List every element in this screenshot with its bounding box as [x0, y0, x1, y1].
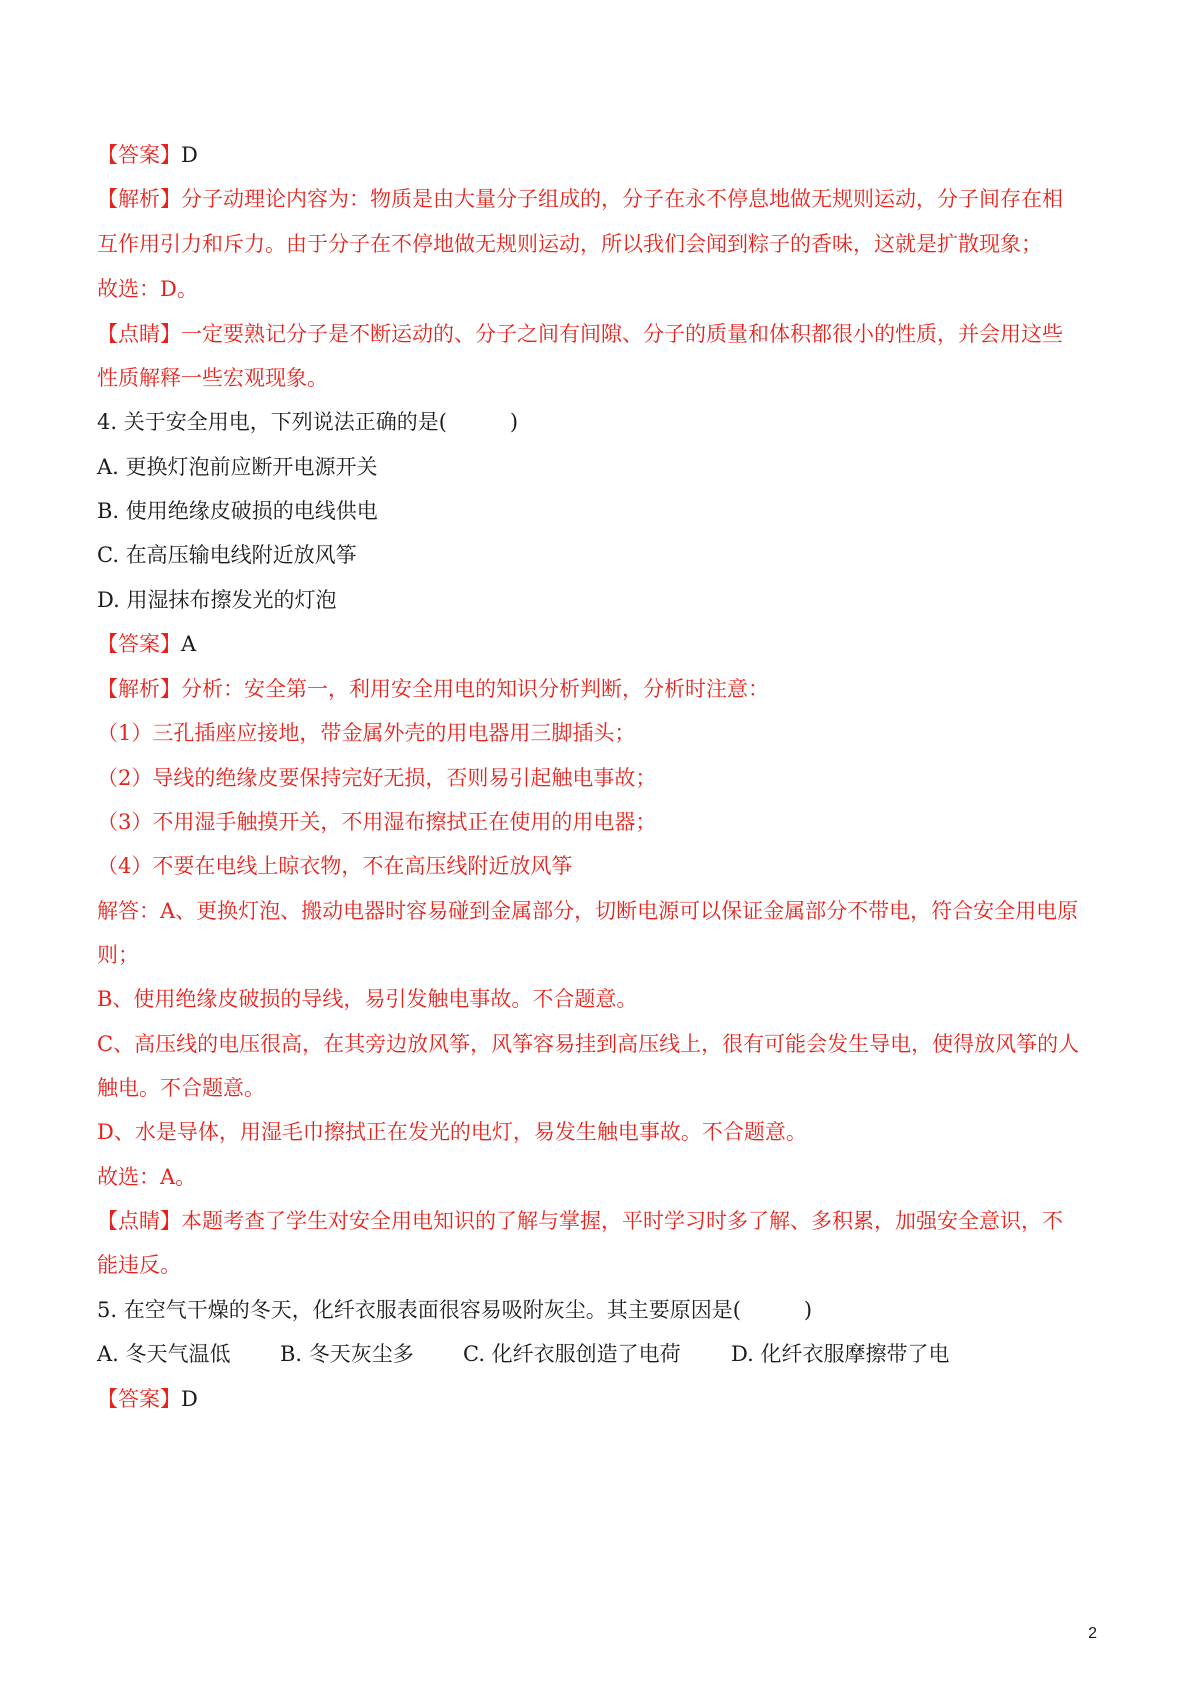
- question-4-option-a: A. 更换灯泡前应断开电源开关: [97, 455, 378, 479]
- tip-2-line-2: 能违反。: [97, 1253, 181, 1277]
- analysis-1-line-2: 互作用引力和斥力。由于分子在不停地做无规则运动，所以我们会闻到粽子的香味，这就是扩散现象；: [97, 232, 1042, 256]
- analysis-label: 【解析】: [97, 677, 181, 701]
- question-5-stem: 5. 在空气干燥的冬天，化纤衣服表面很容易吸附灰尘。其主要原因是( ): [97, 1298, 813, 1322]
- answer-1: [97, 141, 198, 169]
- solution-line-2: 则；: [97, 943, 139, 967]
- answer-value: D: [181, 1387, 198, 1411]
- tip-label: 【点睛】: [97, 322, 181, 346]
- tip-text: 本题考查了学生对安全用电知识的了解与掌握，平时学习时多了解、多积累，加强安全意识，不: [181, 1209, 1063, 1233]
- answer-label: 【答案】: [97, 143, 181, 167]
- analysis-2-point-1: （1）三孔插座应接地，带金属外壳的用电器用三脚插头；: [97, 721, 636, 745]
- answer-3: [97, 1385, 198, 1413]
- tip-text: 一定要熟记分子是不断运动的、分子之间有间隙、分子的质量和体积都很小的性质，并会用这些: [181, 322, 1063, 346]
- question-5-options: [97, 1340, 949, 1368]
- tip-2-line-1: [97, 1207, 1063, 1235]
- analysis-text: 分子动理论内容为：物质是由大量分子组成的，分子在永不停息地做无规则运动，分子间存在相: [181, 187, 1063, 211]
- answer-2: [97, 630, 196, 658]
- question-4-option-c: C. 在高压输电线附近放风筝: [97, 543, 357, 567]
- solution-line-4: C、高压线的电压很高，在其旁边放风筝，风筝容易挂到高压线上，很有可能会发生导电，使得放风筝的人: [97, 1032, 1080, 1056]
- analysis-1-line-1: [97, 185, 1063, 213]
- page-number: 2: [1088, 1625, 1097, 1642]
- solution-line-7: 故选：A。: [97, 1165, 197, 1189]
- question-5-option-c: C. 化纤衣服创造了电荷: [463, 1342, 681, 1366]
- solution-line-1: 解答：A、更换灯泡、搬动电器时容易碰到金属部分，切断电源可以保证金属部分不带电，符合安全用电原: [97, 899, 1079, 923]
- question-4-option-d: D. 用湿抹布擦发光的灯泡: [97, 588, 337, 612]
- analysis-text: 分析：安全第一，利用安全用电的知识分析判断，分析时注意：: [181, 677, 769, 701]
- answer-label: 【答案】: [97, 1387, 181, 1411]
- solution-line-3: B、使用绝缘皮破损的导线，易引发触电事故。不合题意。: [97, 987, 638, 1011]
- answer-value: D: [181, 143, 198, 167]
- question-5-option-b: B. 冬天灰尘多: [280, 1342, 414, 1366]
- tip-label: 【点睛】: [97, 1209, 181, 1233]
- analysis-label: 【解析】: [97, 187, 181, 211]
- question-4-stem: 4. 关于安全用电，下列说法正确的是( ): [97, 410, 519, 434]
- analysis-1-line-3: 故选：D。: [97, 277, 198, 301]
- analysis-2-line-1: [97, 675, 769, 703]
- analysis-2-point-3: （3）不用湿手触摸开关，不用湿布擦拭正在使用的用电器；: [97, 810, 657, 834]
- analysis-2-point-2: （2）导线的绝缘皮要保持完好无损，否则易引起触电事故；: [97, 766, 657, 790]
- solution-line-5: 触电。不合题意。: [97, 1076, 265, 1100]
- question-4-option-b: B. 使用绝缘皮破损的电线供电: [97, 499, 378, 523]
- tip-1-line-1: [97, 320, 1063, 348]
- analysis-2-point-4: （4）不要在电线上晾衣物，不在高压线附近放风筝: [97, 854, 573, 878]
- question-5-option-a: A. 冬天气温低: [97, 1342, 231, 1366]
- answer-value: A: [181, 632, 197, 656]
- solution-line-6: D、水是导体，用湿毛巾擦拭正在发光的电灯，易发生触电事故。不合题意。: [97, 1120, 807, 1144]
- tip-1-line-2: 性质解释一些宏观现象。: [97, 366, 328, 390]
- question-5-option-d: D. 化纤衣服摩擦带了电: [731, 1342, 950, 1366]
- answer-label: 【答案】: [97, 632, 181, 656]
